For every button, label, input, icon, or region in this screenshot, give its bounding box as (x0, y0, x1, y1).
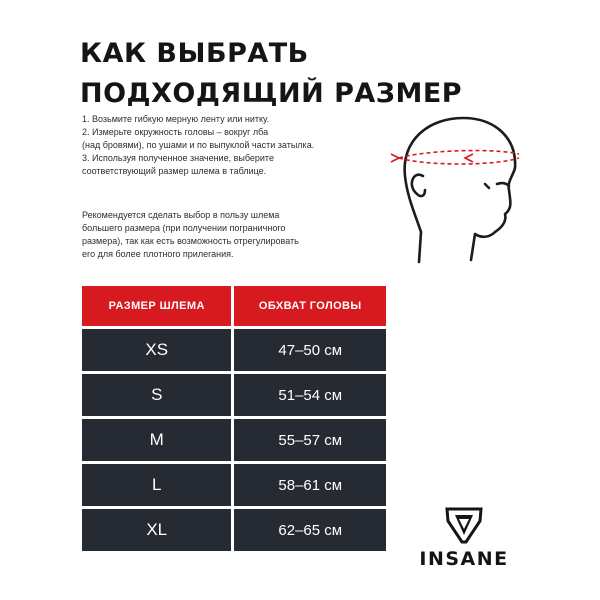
table-row (82, 464, 386, 506)
brand-name: INSANE (419, 548, 509, 570)
size-cell: M (82, 419, 231, 461)
header-helmet-size: РАЗМЕР ШЛЕМА (82, 286, 231, 326)
brand-logo (408, 505, 520, 575)
instruction-line: 2. Измерьте окружность головы – вокруг лба (82, 127, 269, 137)
girth-cell: 62–65 см (234, 509, 386, 551)
size-cell: XS (82, 329, 231, 371)
title-line-1: КАК ВЫБРАТЬ (80, 38, 309, 69)
header-head-girth: ОБХВАТ ГОЛОВЫ (234, 286, 386, 326)
size-recommendation (82, 209, 362, 261)
size-cell: L (82, 464, 231, 506)
girth-cell: 58–61 см (234, 464, 386, 506)
table-header-row (82, 286, 386, 326)
insane-shield-icon (444, 505, 484, 545)
table-row (82, 374, 386, 416)
measurement-instructions (82, 113, 372, 178)
table-row (82, 509, 386, 551)
table-row (82, 329, 386, 371)
recommendation-line: его для более плотного прилегания. (82, 249, 234, 259)
recommendation-line: размера), так как есть возможность отрегулировать (82, 236, 299, 246)
page-title (80, 34, 520, 114)
recommendation-line: Рекомендуется сделать выбор в пользу шлема (82, 210, 280, 220)
instruction-line: (над бровями), по ушами и по выпуклой части затылка. (82, 140, 315, 150)
table-row (82, 419, 386, 461)
size-cell: S (82, 374, 231, 416)
instruction-line: 1. Возьмите гибкую мерную ленту или нитку. (82, 114, 270, 124)
girth-cell: 55–57 см (234, 419, 386, 461)
head-measurement-illustration (385, 110, 535, 270)
size-chart-table (79, 283, 389, 554)
girth-cell: 51–54 см (234, 374, 386, 416)
instruction-line: соответствующий размер шлема в таблице. (82, 166, 267, 176)
recommendation-line: большего размера (при получении пограничного (82, 223, 286, 233)
instruction-line: 3. Используя полученное значение, выберите (82, 153, 274, 163)
girth-cell: 47–50 см (234, 329, 386, 371)
size-cell: XL (82, 509, 231, 551)
title-line-2: ПОДХОДЯЩИЙ РАЗМЕР (80, 78, 463, 109)
